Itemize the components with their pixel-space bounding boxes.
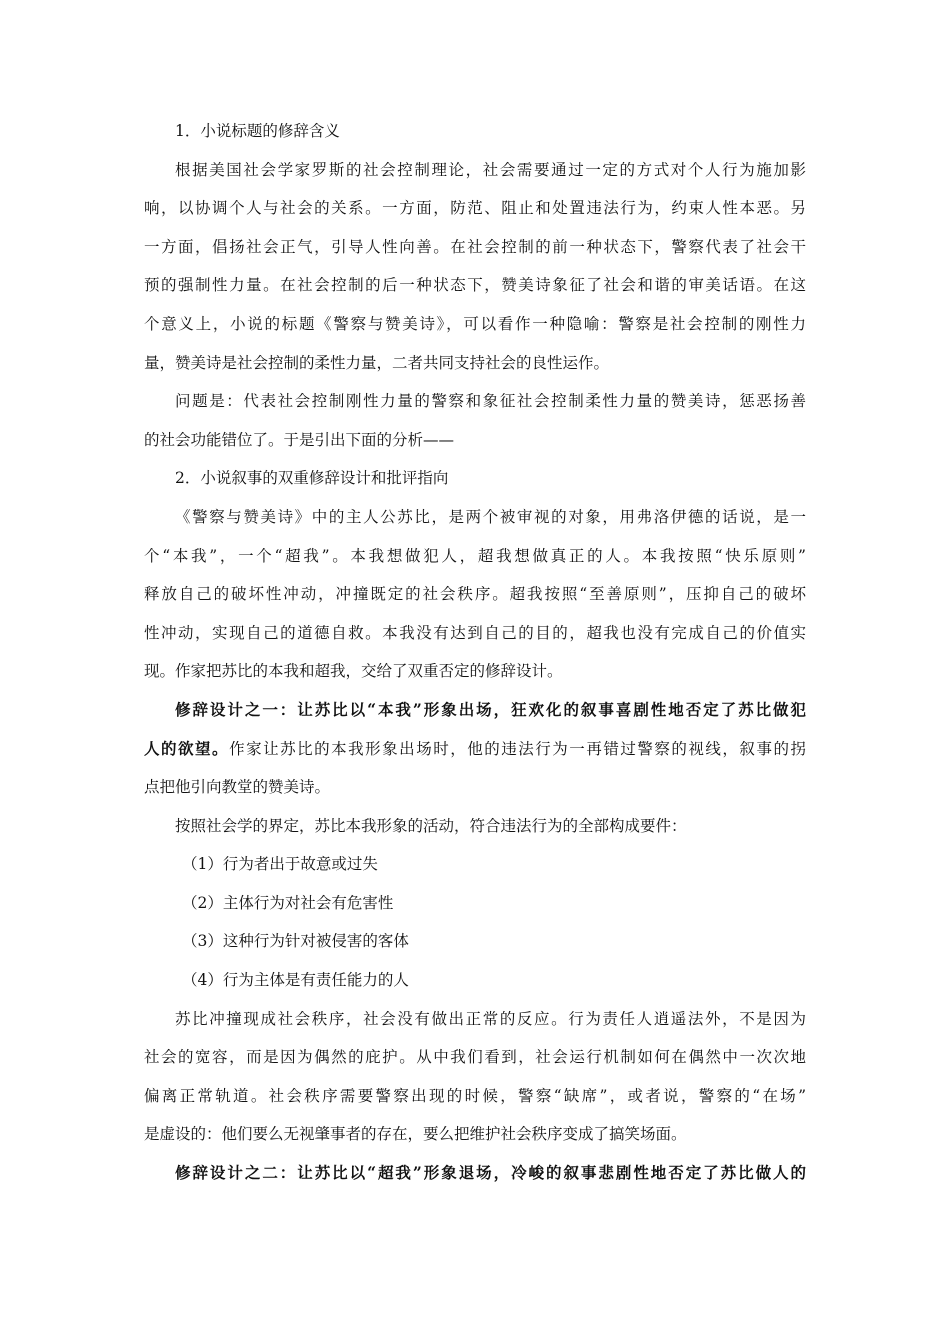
bold-lead-fragment: 人的欲望。 [144, 738, 230, 758]
paragraph-line: 偏离正常轨道。社会秩序需要警察出现的时候，警察“缺席”，或者说，警察的“在场” [144, 1086, 806, 1105]
paragraph-line: 苏比冲撞现成社会秩序，社会没有做出正常的反应。行为责任人逍遥法外，不是因为 [175, 1009, 806, 1028]
paragraph-line: 现。作家把苏比的本我和超我，交给了双重否定的修辞设计。 [144, 662, 563, 681]
paragraph-line: 个意义上，小说的标题《警察与赞美诗》，可以看作一种隐喻：警察是社会控制的刚性力 [144, 314, 806, 333]
bold-lead-line: 修辞设计之一：让苏比以“本我”形象出场，狂欢化的叙事喜剧性地否定了苏比做犯 [175, 699, 806, 719]
paragraph-fragment: 作家让苏比的本我形象出场时，他的违法行为一再错过警察的视线，叙事的拐 [229, 739, 806, 758]
document-page [144, 112, 806, 1193]
paragraph-line: 响，以协调个人与社会的关系。一方面，防范、阻止和处置违法行为，约束人性本恶。另 [144, 199, 806, 218]
list-item: （1）行为者出于故意或过失 [182, 855, 378, 874]
list-item: （2）主体行为对社会有危害性 [182, 893, 394, 912]
section-heading-1: 1．小说标题的修辞含义 [175, 122, 340, 140]
paragraph-line: 性冲动，实现自己的道德自救。本我没有达到自己的目的，超我也没有完成自己的价值实 [144, 623, 806, 642]
paragraph-line: 按照社会学的界定，苏比本我形象的活动，符合违法行为的全部构成要件： [175, 816, 687, 835]
bold-lead-line: 修辞设计之二：让苏比以“超我”形象退场，冷峻的叙事悲剧性地否定了苏比做人的 [175, 1163, 806, 1183]
paragraph-line: 点把他引向教堂的赞美诗。 [144, 778, 331, 797]
section-heading-2: 2．小说叙事的双重修辞设计和批评指向 [175, 469, 449, 488]
paragraph-line: 问题是：代表社会控制刚性力量的警察和象征社会控制柔性力量的赞美诗，惩恶扬善 [175, 392, 806, 411]
paragraph-line: 的社会功能错位了。于是引出下面的分析—— [144, 430, 455, 449]
paragraph-line: 一方面，倡扬社会正气，引导人性向善。在社会控制的前一种状态下，警察代表了社会干 [144, 237, 806, 256]
paragraph-line: 预的强制性力量。在社会控制的后一种状态下，赞美诗象征了社会和谐的审美话语。在这 [144, 276, 806, 295]
paragraph-line [144, 730, 806, 769]
paragraph-line: 释放自己的破坏性冲动，冲撞既定的社会秩序。超我按照“至善原则”，压抑自己的破坏 [144, 585, 806, 604]
paragraph-line: 是虚设的：他们要么无视肇事者的存在，要么把维护社会秩序变成了搞笑场面。 [144, 1125, 687, 1144]
list-item: （3）这种行为针对被侵害的客体 [182, 932, 409, 951]
paragraph-line: 量，赞美诗是社会控制的柔性力量，二者共同支持社会的良性运作。 [144, 353, 610, 372]
paragraph-line: 个“本我”，一个“超我”。本我想做犯人，超我想做真正的人。本我按照“快乐原则” [144, 546, 806, 565]
paragraph-line: 根据美国社会学家罗斯的社会控制理论，社会需要通过一定的方式对个人行为施加影 [175, 160, 806, 179]
list-item: （4）行为主体是有责任能力的人 [182, 971, 409, 990]
paragraph-line: 《警察与赞美诗》中的主人公苏比，是两个被审视的对象，用弗洛伊德的话说，是一 [175, 507, 806, 526]
paragraph-line: 社会的宽容，而是因为偶然的庇护。从中我们看到，社会运行机制如何在偶然中一次次地 [144, 1048, 806, 1067]
